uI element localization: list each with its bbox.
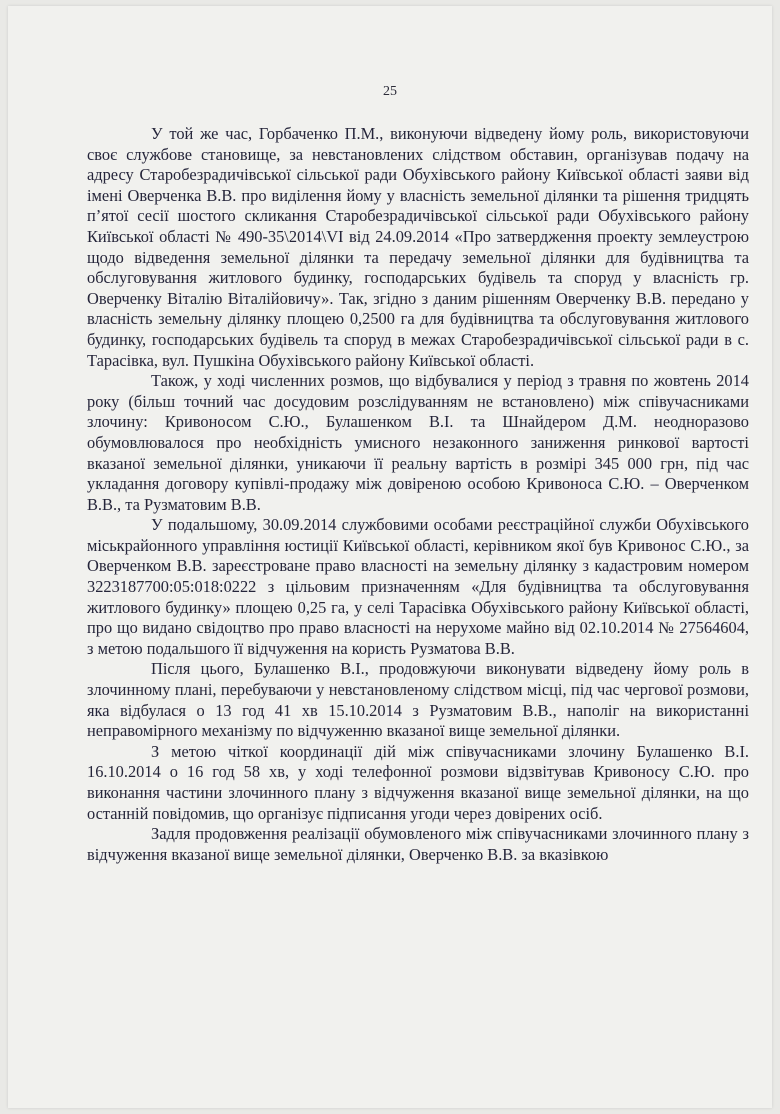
paragraph: З метою чіткої координації дій між співучасниками злочину Булашенко В.І. 16.10.2014 о 16 год 58 хв, у ході телефонної розмови відзвітував Кривоносу С.Ю. про виконання частини злочинного плану з відчуження вказаної вище земельної ділянки, на що останній повідомив, що організує підписання угоди через довірених осіб. [87, 741, 749, 823]
paragraph: Задля продовження реалізації обумовленого між співучасниками злочинного плану з відчуження вказаної вище земельної ділянки, Оверченко В.В. за вказівкою [87, 824, 749, 864]
page-number: 25 [383, 84, 397, 99]
paragraph: У подальшому, 30.09.2014 службовими особами реєстраційної служби Обухівського міськрайонного управління юстиції Київської області, керівником якої був Кривонос С.Ю., за Оверченком В.В. зареєстроване право власності на земельну ділянку з кадастровим номером 3223187700:05:018:0222 з цільовим призначенням «Для будівництва та обслуговування житлового будинку» площею 0,25 га, у селі Тарасівка Обухівського району Київської області, про що видано свідоцтво про право власності на нерухоме майно від 02.10.2014 № 27564604, з метою подальшого її відчуження на користь Рузматова В.В. [87, 515, 749, 658]
document-body [87, 124, 749, 865]
paragraph: Також, у ході численних розмов, що відбувалися у період з травня по жовтень 2014 року (більш точний час досудовим розслідуванням не встановлено) між співучасниками злочину: Кривоносом С.Ю., Булашенком В.І. та Шнайдером Д.М. неодноразово обумовлювалося про необхідність умисного незаконного заниження ринкової вартості вказаної земельної ділянки, уникаючи її реальну вартість в розмірі 345 000 грн, під час укладання договору купівлі-продажу між довіреною особою Кривоноса С.Ю. – Оверченком В.В., та Рузматовим В.В. [87, 371, 749, 514]
paragraph: У той же час, Горбаченко П.М., виконуючи відведену йому роль, використовуючи своє службове становище, за невстановлених слідством обставин, організував подачу на адресу Старобезрадичівської сільської ради Обухівського району Київської області заяви від імені Оверченка В.В. про виділення йому у власність земельної ділянки та рішення тридцять п’ятої сесії шостого скликання Старобезрадичівської сільської ради Обухівського району Київської області № 490-35\2014\VI від 24.09.2014 «Про затвердження проекту землеустрою щодо відведення земельної ділянки та передачу земельної ділянки для будівництва та обслуговування житлового будинку, господарських будівель та споруд у власність гр. Оверченку Віталію Віталійовичу». Так, згідно з даним рішенням Оверченку В.В. передано у власність земельну ділянку площею 0,2500 га для будівництва та обслуговування житлового будинку, господарських будівель та споруд в межах Старобезрадичівської сільської ради в с. Тарасівка, вул. Пушкіна Обухівського району Київської області. [87, 124, 749, 370]
paragraph: Після цього, Булашенко В.І., продовжуючи виконувати відведену йому роль в злочинному плані, перебуваючи у невстановленому слідством місці, під час чергової розмови, яка відбулася о 13 год 41 хв 15.10.2014 з Рузматовим В.В., наполіг на використанні неправомірного механізму по відчуженню вказаної вище земельної ділянки. [87, 659, 749, 741]
document-page [8, 6, 772, 1108]
